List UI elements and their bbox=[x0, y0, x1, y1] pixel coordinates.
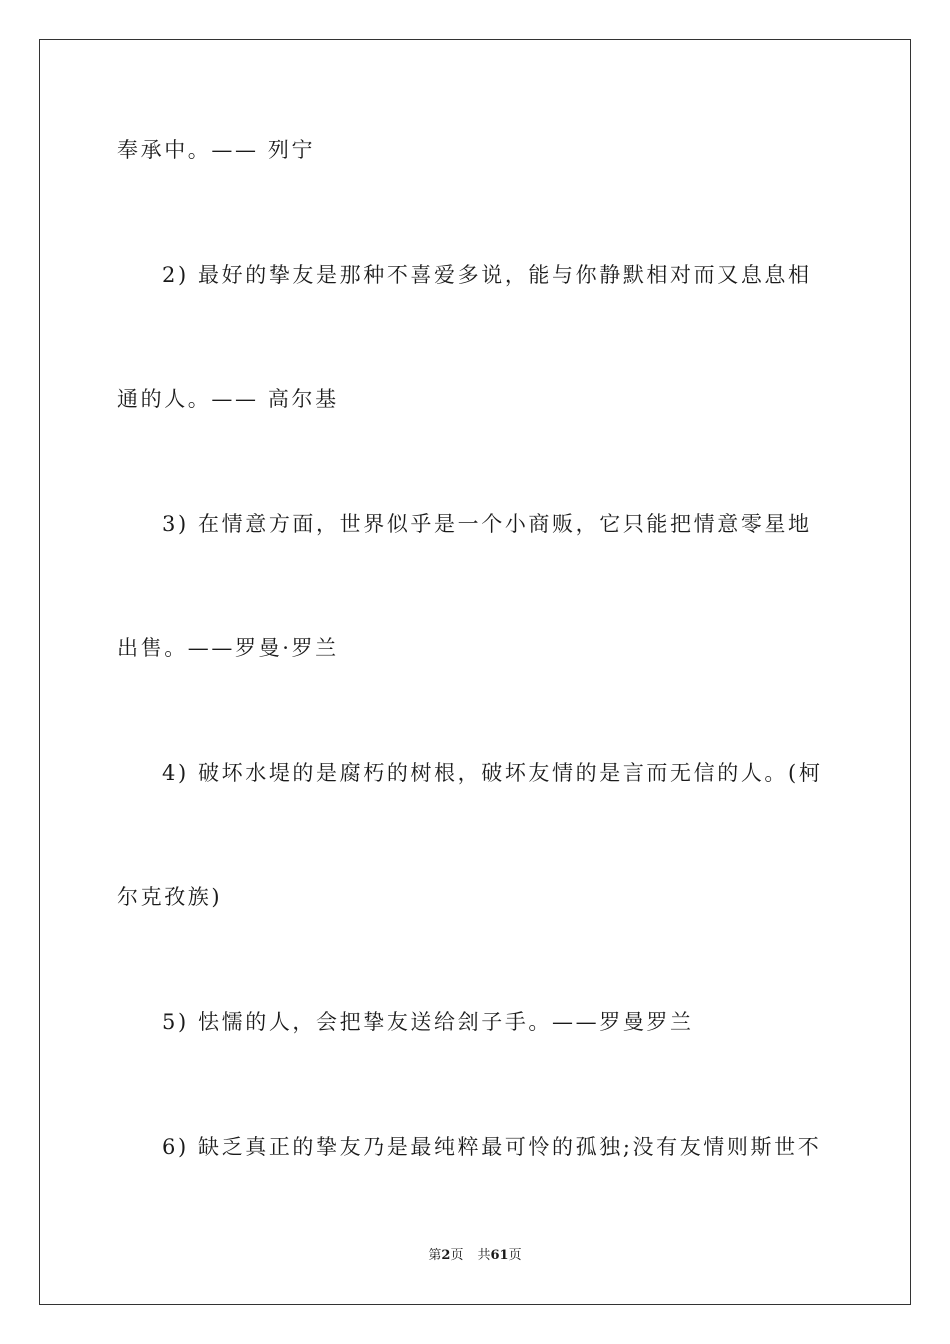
text-line-8: 5) 怯懦的人，会把挚友送给刽子手。——罗曼罗兰 bbox=[162, 1010, 694, 1034]
text-line-3: 通的人。—— 高尔基 bbox=[117, 387, 339, 411]
text-line-9: 6) 缺乏真正的挚友乃是最纯粹最可怜的孤独;没有友情则斯世不 bbox=[162, 1135, 822, 1159]
text-line-1: 奉承中。—— 列宁 bbox=[117, 138, 316, 162]
footer-total-pages: 61 bbox=[490, 1248, 509, 1263]
text-line-2: 2) 最好的挚友是那种不喜爱多说，能与你静默相对而又息息相 bbox=[162, 263, 812, 287]
footer-page-prefix: 第 bbox=[428, 1248, 442, 1263]
text-line-4: 3) 在情意方面，世界似乎是一个小商贩，它只能把情意零星地 bbox=[162, 512, 812, 536]
text-line-7: 尔克孜族) bbox=[117, 885, 223, 909]
footer-total-suffix: 页 bbox=[508, 1248, 522, 1263]
page-border bbox=[39, 39, 911, 1305]
footer-page-number: 2 bbox=[441, 1248, 451, 1263]
text-line-6: 4) 破坏水堤的是腐朽的树根，破坏友情的是言而无信的人。(柯 bbox=[162, 761, 823, 785]
text-line-5: 出售。——罗曼·罗兰 bbox=[117, 636, 339, 660]
footer-total-prefix: 共 bbox=[477, 1248, 491, 1263]
footer-page-suffix: 页 bbox=[450, 1248, 464, 1263]
page-footer bbox=[0, 1247, 950, 1265]
